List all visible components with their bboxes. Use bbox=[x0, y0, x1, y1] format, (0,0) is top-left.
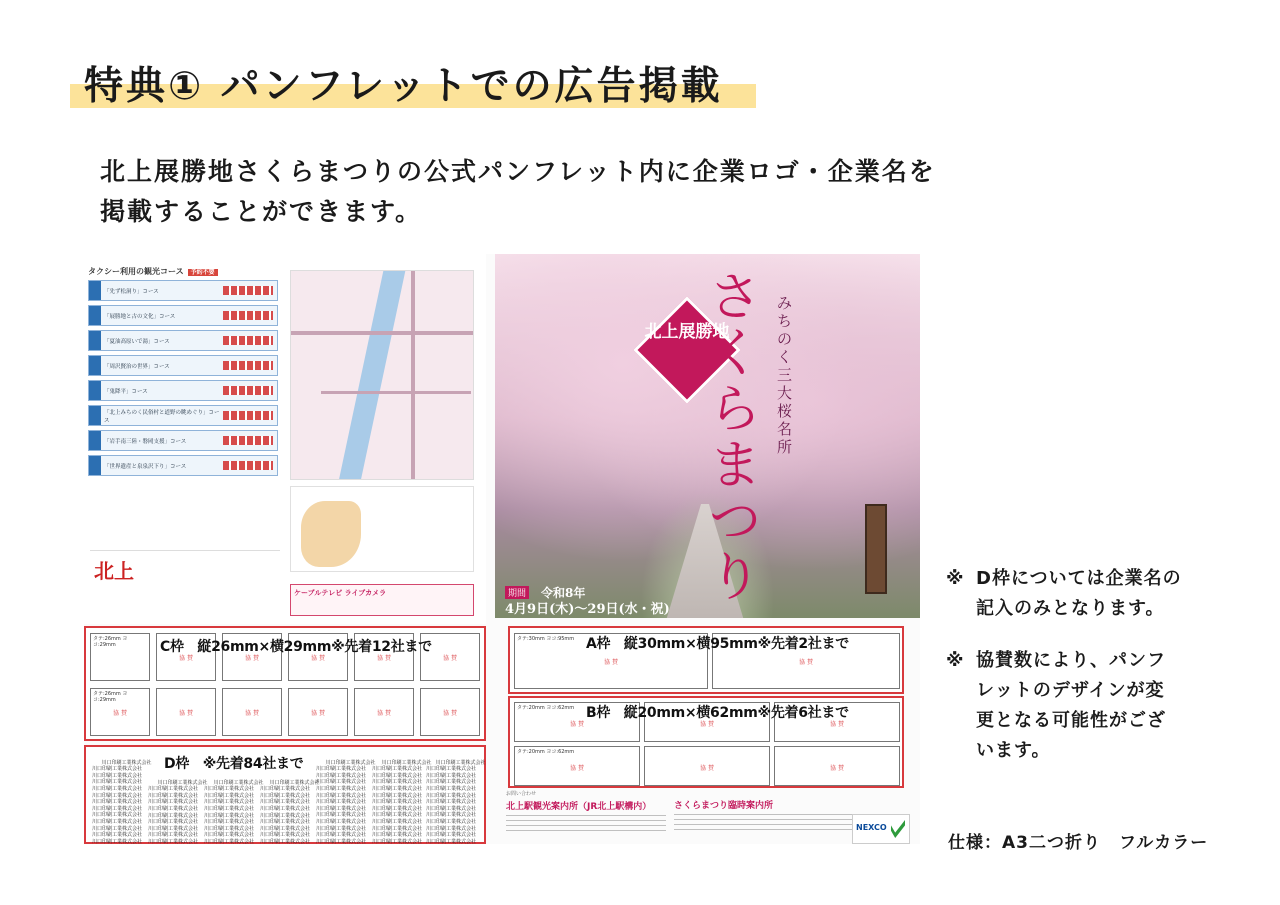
notes bbox=[946, 564, 1182, 788]
c-frame bbox=[84, 626, 486, 741]
footer-contact-left: お問い合わせ 北上駅観光案内所（JR北上駅構内） bbox=[506, 790, 666, 844]
c-cell: 協 賛 bbox=[288, 688, 348, 736]
d-company-column: 川口印刷工業株式会社 川口印刷工業株式会社 川口印刷工業株式会社 川口印刷工業株式会社 川口印刷工業株式会社 川口印刷工業株式会社 川口印刷工業株式会社 川口印刷工業株式会社 川口印刷工業株式会社 川口印刷工業株式会社 川口印刷工業株式会社 川口印刷工業株式会社 川口印刷工業株式会社 bbox=[372, 759, 432, 845]
c-cell: タテ:26mm ヨコ:29mm 協 賛 bbox=[90, 688, 150, 736]
c-cell: 協 賛 bbox=[420, 688, 480, 736]
c-cell: 協 賛 bbox=[222, 633, 282, 681]
course-item: 「先ず松洞り」コース bbox=[88, 280, 278, 301]
course-item: 「北上みちのく民俗村と道野の眺めぐり」コース bbox=[88, 405, 278, 426]
a-frame-label: A枠 縦30mm×横95mm※先着2社まで bbox=[586, 636, 849, 652]
b-cell: 協 賛 bbox=[644, 746, 770, 786]
festival-sign bbox=[865, 504, 887, 594]
nexco-logo: NEXCO bbox=[852, 814, 910, 844]
d-frame bbox=[84, 745, 486, 844]
cover-subtitle: みちのく三大桜名所 bbox=[777, 294, 793, 456]
b-cell: 協 賛 bbox=[774, 746, 900, 786]
b-frame bbox=[508, 696, 904, 788]
c-cell: 協 賛 bbox=[354, 688, 414, 736]
period-year: 令和8年 bbox=[541, 586, 586, 600]
b-frame-label: B枠 縦20mm×横62mm※先着6社まで bbox=[586, 705, 849, 721]
b-cell: 協 賛 bbox=[644, 702, 770, 742]
kitakami-logo-area bbox=[90, 550, 280, 618]
a-frame bbox=[508, 626, 904, 694]
a-cell: 協 賛 bbox=[712, 633, 900, 689]
footer-contact-right bbox=[674, 790, 854, 844]
d-company-column: 川口印刷工業株式会社 川口印刷工業株式会社 川口印刷工業株式会社 川口印刷工業株式会社 川口印刷工業株式会社 川口印刷工業株式会社 川口印刷工業株式会社 川口印刷工業株式会社 川口印刷工業株式会社 川口印刷工業株式会社 川口印刷工業株式会社 川口印刷工業株式会社 川口印刷工業株式会社 bbox=[316, 759, 376, 845]
c-cell: タテ:26mm ヨコ:29mm bbox=[90, 633, 150, 681]
intro-text bbox=[100, 152, 936, 232]
b-cell: タテ:20mm ヨコ:62mm 協 賛 bbox=[514, 746, 640, 786]
c-cell: 協 賛 bbox=[156, 633, 216, 681]
d-frame-label: D枠 ※先着84社まで bbox=[160, 753, 307, 773]
live-camera-box: ケーブルテレビ ライブカメラ bbox=[290, 584, 474, 616]
page-title: 特典① パンフレットでの広告掲載 bbox=[84, 64, 723, 109]
course-item: 「周沢賢治の世界」コース bbox=[88, 355, 278, 376]
c-cell: 協 賛 bbox=[354, 633, 414, 681]
b-cell: タテ:20mm ヨコ:62mm 協 賛 bbox=[514, 702, 640, 742]
iwate-map-shape bbox=[301, 501, 361, 567]
course-tag: 予約不要 bbox=[188, 269, 218, 276]
c-cell: 協 賛 bbox=[222, 688, 282, 736]
note-d-frame: ※ D枠については企業名の 記入のみとなります。 bbox=[946, 568, 1182, 619]
c-cell: 協 賛 bbox=[156, 688, 216, 736]
pamphlet-cover bbox=[495, 254, 920, 618]
course-item: 「世界遺産と泉泉沢下り」コース bbox=[88, 455, 278, 476]
intro-line-1: 北上展勝地さくらまつりの公式パンフレット内に企業ロゴ・企業名を bbox=[100, 157, 936, 186]
footer-left-title: 北上駅観光案内所（JR北上駅構内） bbox=[506, 802, 652, 812]
note-design-change: ※ 協賛数により、パンフ レットのデザインが変 更となる可能性がござ います。 bbox=[946, 650, 1166, 761]
d-company-column: 川口印刷工業株式会社 川口印刷工業株式会社 川口印刷工業株式会社 川口印刷工業株式会社 川口印刷工業株式会社 川口印刷工業株式会社 川口印刷工業株式会社 川口印刷工業株式会社 川口印刷工業株式会社 川口印刷工業株式会社 bbox=[148, 779, 208, 845]
title-block bbox=[70, 58, 723, 116]
taxi-course-title: タクシー利用の観光コース 予約不要 bbox=[88, 266, 278, 277]
cover-title: さくらまつり bbox=[708, 268, 761, 608]
d-company-column: 川口印刷工業株式会社 川口印刷工業株式会社 川口印刷工業株式会社 川口印刷工業株式会社 川口印刷工業株式会社 川口印刷工業株式会社 川口印刷工業株式会社 川口印刷工業株式会社 川口印刷工業株式会社 川口印刷工業株式会社 川口印刷工業株式会社 川口印刷工業株式会社 川口印刷工業株式会社 bbox=[426, 759, 486, 845]
course-item: 「夏油高原いで湯」コース bbox=[88, 330, 278, 351]
b-cell: 協 賛 bbox=[774, 702, 900, 742]
cover-badge: 北上展勝地 bbox=[644, 322, 730, 342]
period-label: 期間 bbox=[505, 586, 529, 599]
d-company-column: 川口印刷工業株式会社 川口印刷工業株式会社 川口印刷工業株式会社 川口印刷工業株式会社 川口印刷工業株式会社 川口印刷工業株式会社 川口印刷工業株式会社 川口印刷工業株式会社 川口印刷工業株式会社 川口印刷工業株式会社 川口印刷工業株式会社 川口印刷工業株式会社 川口印刷工業株式会社 bbox=[92, 759, 152, 845]
period-date: 4月9日(木)〜29日(水・祝) bbox=[505, 602, 670, 617]
c-frame-label: C枠 縦26mm×横29mm※先着12社まで bbox=[160, 639, 432, 655]
course-item: 「岩手南三陸・磐岡支援」コース bbox=[88, 430, 278, 451]
course-item: 「鬼降平」コース bbox=[88, 380, 278, 401]
d-company-column: 川口印刷工業株式会社 川口印刷工業株式会社 川口印刷工業株式会社 川口印刷工業株式会社 川口印刷工業株式会社 川口印刷工業株式会社 川口印刷工業株式会社 川口印刷工業株式会社 川口印刷工業株式会社 川口印刷工業株式会社 bbox=[204, 779, 264, 845]
a-cell: タテ:30mm ヨコ:95mm 協 賛 bbox=[514, 633, 708, 689]
access-map bbox=[290, 486, 474, 572]
d-company-column: 川口印刷工業株式会社 川口印刷工業株式会社 川口印刷工業株式会社 川口印刷工業株式会社 川口印刷工業株式会社 川口印刷工業株式会社 川口印刷工業株式会社 川口印刷工業株式会社 川口印刷工業株式会社 川口印刷工業株式会社 bbox=[260, 779, 320, 845]
intro-line-2: 掲載することができます。 bbox=[100, 197, 423, 226]
pamphlet-image bbox=[84, 254, 920, 844]
footer-right-title: さくらまつり臨時案内所 bbox=[674, 801, 774, 811]
area-map bbox=[290, 270, 474, 480]
c-cell: 協 賛 bbox=[420, 633, 480, 681]
kitakami-logo: 北上 bbox=[94, 559, 134, 583]
spec-text: 仕様：A3二つ折り フルカラー bbox=[948, 833, 1209, 853]
course-item: 「展勝地と古の文化」コース bbox=[88, 305, 278, 326]
pamphlet-left-page bbox=[84, 254, 486, 624]
c-cell: 協 賛 bbox=[288, 633, 348, 681]
